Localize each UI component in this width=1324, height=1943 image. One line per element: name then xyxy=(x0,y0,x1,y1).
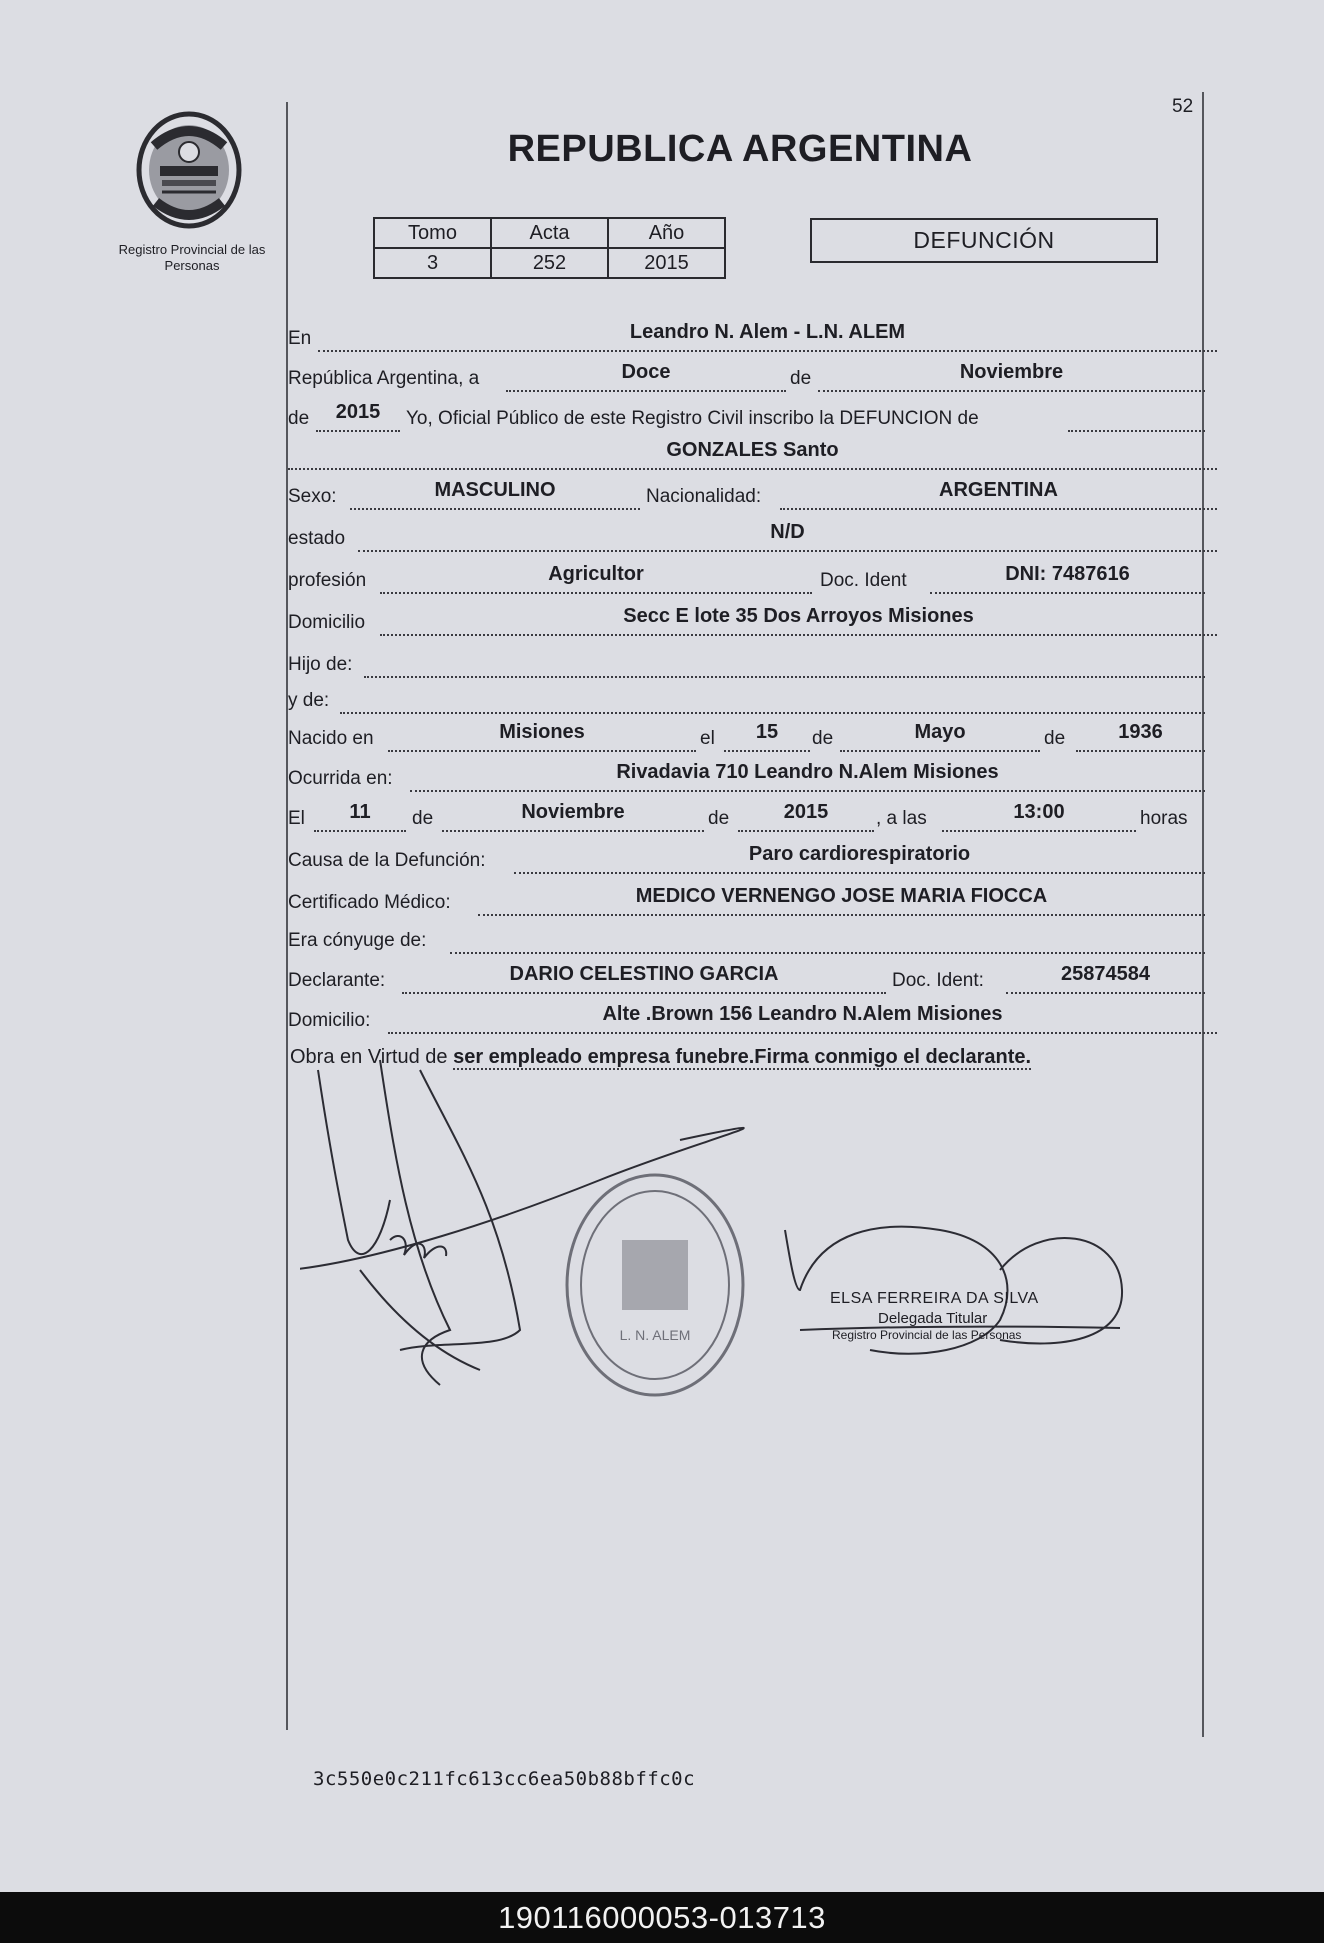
row-nacido xyxy=(288,720,1205,754)
anio-field xyxy=(316,400,400,432)
row-en xyxy=(288,320,1205,354)
fecha-de-label: de xyxy=(790,368,812,389)
declarante-value: DARIO CELESTINO GARCIA xyxy=(509,963,779,985)
nacido-anio-field xyxy=(1076,720,1205,752)
anio-value: 2015 xyxy=(608,248,725,278)
declarante-doc-value: 25874584 xyxy=(1061,963,1150,985)
causa-value: Paro cardiorespiratorio xyxy=(748,843,971,865)
row-ocurrida xyxy=(288,760,1205,794)
ocurrida-label: Ocurrida en: xyxy=(288,768,393,789)
nacido-lugar-field xyxy=(388,720,696,752)
row-hijo-de xyxy=(288,646,1205,680)
footer-id-bar: 190116000053-013713 xyxy=(0,1892,1324,1943)
conyuge-label: Era cónyuge de: xyxy=(288,930,427,951)
row-profesion xyxy=(288,562,1205,596)
domicilio-value: Secc E lote 35 Dos Arroyos Misiones xyxy=(623,605,974,627)
officer-name: ELSA FERREIRA DA SILVA xyxy=(830,1290,1039,1307)
signatures-and-seal xyxy=(300,1030,1160,1430)
nacido-mes-value: Mayo xyxy=(914,721,966,743)
fecha-def-hora-value: 13:00 xyxy=(1013,801,1065,823)
fecha-def-de1-label: de xyxy=(412,808,434,829)
row-y-de xyxy=(288,682,1205,716)
officer-role: Delegada Titular xyxy=(878,1310,988,1327)
domicilio-field xyxy=(380,604,1217,636)
certificado-value: MEDICO VERNENGO JOSE MARIA FIOCCA xyxy=(635,885,1048,907)
fecha-def-dia-field xyxy=(314,800,406,832)
estado-field xyxy=(358,520,1217,552)
nacido-label: Nacido en xyxy=(288,728,374,749)
sexo-label: Sexo: xyxy=(288,486,337,507)
nacido-mes-field xyxy=(840,720,1040,752)
page-number: 52 xyxy=(1172,96,1194,117)
row-causa xyxy=(288,842,1205,876)
row-sexo xyxy=(288,478,1205,512)
page-title: REPUBLICA ARGENTINA xyxy=(507,128,973,170)
declarante-doc-label: Doc. Ident: xyxy=(892,970,984,991)
row-certificado xyxy=(288,884,1205,918)
sexo-field xyxy=(350,478,640,510)
profesion-value: Agricultor xyxy=(548,563,644,585)
anio-header: Año xyxy=(608,218,725,248)
row-conyuge xyxy=(288,922,1205,956)
doc-ident-field xyxy=(930,562,1205,594)
fecha-def-dia-value: 11 xyxy=(349,801,371,823)
official-seal xyxy=(567,1175,743,1395)
nacionalidad-value: ARGENTINA xyxy=(939,479,1058,501)
ocurrida-value: Rivadavia 710 Leandro N.Alem Misiones xyxy=(616,761,999,783)
tomo-header: Tomo xyxy=(374,218,491,248)
nacido-dia-value: 15 xyxy=(755,721,779,743)
hijo-de-label: Hijo de: xyxy=(288,654,353,675)
inscription-text: Yo, Oficial Público de este Registro Civil inscribo la DEFUNCION de xyxy=(406,408,979,429)
fecha-label: República Argentina, a xyxy=(288,368,480,389)
fecha-def-mes-field xyxy=(442,800,704,832)
domicilio2-value: Alte .Brown 156 Leandro N.Alem Misiones xyxy=(602,1003,1003,1025)
fecha-dia-value: Doce xyxy=(621,361,671,383)
causa-label: Causa de la Defunción: xyxy=(288,850,486,871)
nacido-dia-field xyxy=(724,720,810,752)
sexo-value: MASCULINO xyxy=(434,479,556,501)
domicilio2-label: Domicilio: xyxy=(288,1010,371,1031)
closing-prefix: Obra en Virtud de xyxy=(290,1046,448,1068)
row-fecha-defuncion xyxy=(288,800,1205,834)
nacido-de2-label: de xyxy=(1044,728,1066,749)
fecha-def-anio-field xyxy=(738,800,874,832)
acta-header: Acta xyxy=(491,218,608,248)
profesion-field xyxy=(380,562,812,594)
deceased-name-value: GONZALES Santo xyxy=(666,439,839,461)
declarante-label: Declarante: xyxy=(288,970,386,991)
doc-ident-label: Doc. Ident xyxy=(820,570,907,591)
en-field xyxy=(318,320,1217,352)
anio-tail-field xyxy=(1068,400,1205,432)
fecha-def-mes-value: Noviembre xyxy=(521,801,625,823)
profesion-label: profesión xyxy=(288,570,367,591)
estado-value: N/D xyxy=(770,521,805,543)
document-type-box: DEFUNCIÓN xyxy=(810,218,1158,263)
fecha-dia-field xyxy=(506,360,786,392)
nacido-el-label: el xyxy=(700,728,715,749)
province-crest-logo xyxy=(132,110,247,232)
y-de-label: y de: xyxy=(288,690,330,711)
nacido-lugar-value: Misiones xyxy=(499,721,585,743)
en-label: En xyxy=(288,328,312,349)
fecha-def-alas-label: , a las xyxy=(876,808,927,829)
closing-text: ser empleado empresa funebre.Firma conmigo el declarante. xyxy=(453,1046,1032,1068)
row-nombre xyxy=(288,438,1205,472)
certificado-field xyxy=(478,884,1205,916)
fecha-mes-value: Noviembre xyxy=(959,361,1064,383)
nacido-anio-value: 1936 xyxy=(1118,721,1163,743)
doc-ident-value: DNI: 7487616 xyxy=(1005,563,1130,585)
officer-office: Registro Provincial de las Personas xyxy=(832,1328,1022,1342)
row-fecha xyxy=(288,360,1205,394)
tomo-value: 3 xyxy=(374,248,491,278)
nacido-de1-label: de xyxy=(812,728,834,749)
certificado-label: Certificado Médico: xyxy=(288,892,451,913)
declarante-doc-field xyxy=(1006,962,1205,994)
fecha-def-el-label: El xyxy=(288,808,305,829)
row-declarante xyxy=(288,962,1205,996)
seal-center-text: L. N. ALEM xyxy=(619,1327,691,1343)
document-hash: 3c550e0c211fc613cc6ea50b88bffc0c xyxy=(313,1768,696,1790)
fecha-def-horas-label: horas xyxy=(1140,808,1188,829)
ocurrida-field xyxy=(410,760,1205,792)
anio-de-label: de xyxy=(288,408,310,429)
acta-value: 252 xyxy=(491,248,608,278)
estado-label: estado xyxy=(288,528,346,549)
hijo-de-field xyxy=(364,646,1205,678)
causa-field xyxy=(514,842,1205,874)
declarante-field xyxy=(402,962,886,994)
nacionalidad-field xyxy=(780,478,1217,510)
domicilio-label: Domicilio xyxy=(288,612,366,633)
nacionalidad-label: Nacionalidad: xyxy=(646,486,762,507)
logo-caption: Registro Provincial de las Personas xyxy=(118,242,266,273)
row-domicilio xyxy=(288,604,1205,638)
fecha-mes-field xyxy=(818,360,1205,392)
nombre-field xyxy=(288,438,1217,470)
en-value: Leandro N. Alem - L.N. ALEM xyxy=(629,321,906,343)
registry-reference-table xyxy=(373,217,726,279)
anio-value: 2015 xyxy=(335,401,381,423)
fecha-def-anio-value: 2015 xyxy=(783,801,829,823)
fecha-def-de2-label: de xyxy=(708,808,730,829)
conyuge-field xyxy=(450,922,1205,954)
y-de-field xyxy=(340,682,1205,714)
row-estado xyxy=(288,520,1205,554)
row-anio xyxy=(288,400,1205,434)
fecha-def-hora-field xyxy=(942,800,1136,832)
